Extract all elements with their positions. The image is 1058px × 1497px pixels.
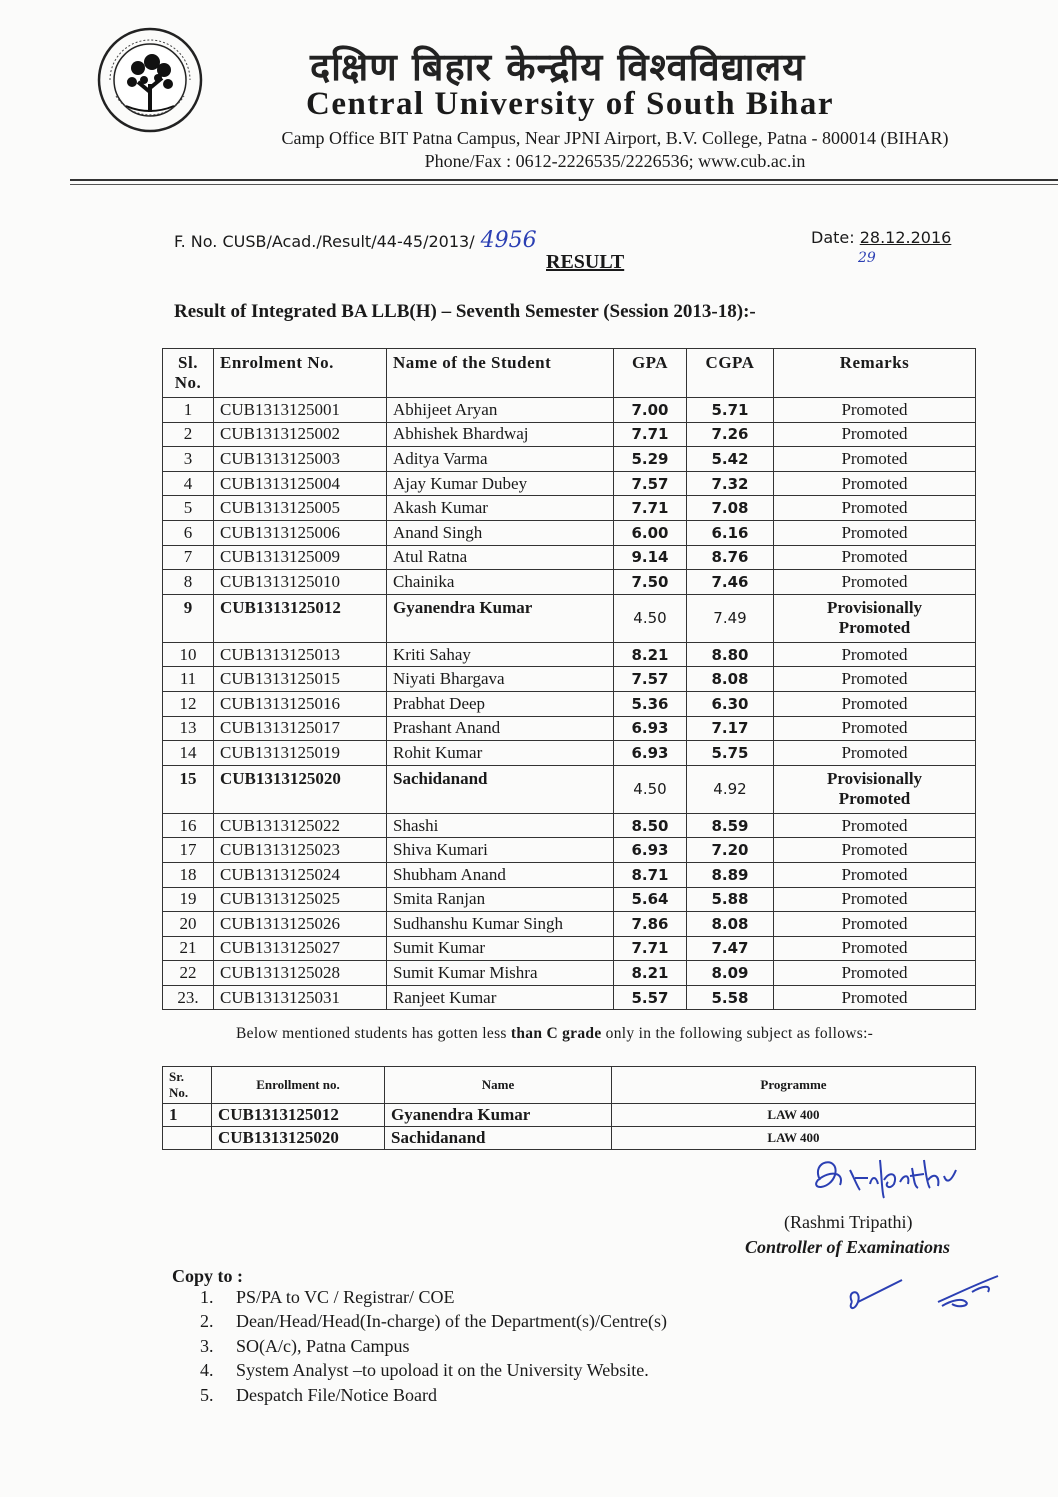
gpa-cell: 6.00 (614, 520, 687, 545)
enrolment-cell: CUB1313125016 (214, 691, 387, 716)
table-row (163, 862, 976, 887)
sr-cell (163, 1127, 212, 1150)
gpa-cell: 7.86 (614, 912, 687, 937)
table-row (163, 496, 976, 521)
list-item (200, 1385, 667, 1409)
enrolment-cell: CUB1313125023 (214, 838, 387, 863)
file-number-handwritten: 4956 (480, 228, 537, 253)
signatory-name: (Rashmi Tripathi) (784, 1212, 913, 1232)
enrolment-cell: CUB1313125009 (214, 545, 387, 570)
document-title: RESULT (546, 251, 625, 273)
remarks-cell: Promoted (774, 716, 976, 741)
cgpa-cell: 7.20 (687, 838, 774, 863)
student-name-cell: Abhishek Bhardwaj (387, 422, 614, 447)
gpa-cell: 7.57 (614, 471, 687, 496)
remarks-line2: Promoted (838, 789, 911, 809)
remarks-cell: Promoted (774, 862, 976, 887)
table-row (163, 912, 976, 937)
list-item (200, 1336, 667, 1360)
list-item (200, 1287, 667, 1311)
remarks-cell: Promoted (774, 642, 976, 667)
sl-cell: 7 (163, 545, 214, 570)
cgpa-cell: 4.92 (687, 765, 774, 813)
student-name-cell: Gyanendra Kumar (385, 1104, 612, 1127)
table-row (163, 691, 976, 716)
gpa-cell: 5.64 (614, 887, 687, 912)
sl-cell: 21 (163, 936, 214, 961)
list-item (200, 1311, 667, 1335)
university-name: Central University of South Bihar (306, 86, 834, 122)
sl-cell: 14 (163, 741, 214, 766)
table-row (163, 961, 976, 986)
remarks-cell: Promoted (774, 471, 976, 496)
enrolment-cell: CUB1313125020 (214, 765, 387, 813)
student-name-cell: Prabhat Deep (387, 691, 614, 716)
table-row (163, 447, 976, 472)
remarks-cell: Promoted (774, 545, 976, 570)
cgpa-cell: 7.08 (687, 496, 774, 521)
sl-cell: 8 (163, 570, 214, 595)
gpa-cell: 8.21 (614, 961, 687, 986)
remarks-cell: Promoted (774, 422, 976, 447)
sl-cell: 17 (163, 838, 214, 863)
list-text: Dean/Head/Head(In-charge) of the Department(s)/Centre(s) (236, 1311, 667, 1332)
remarks-cell: Promoted (774, 667, 976, 692)
enrolment-cell: CUB1313125028 (214, 961, 387, 986)
gpa-cell: 6.93 (614, 716, 687, 741)
sl-cell: 2 (163, 422, 214, 447)
enrolment-cell: CUB1313125010 (214, 570, 387, 595)
student-name-cell: Ajay Kumar Dubey (387, 471, 614, 496)
sl-cell: 19 (163, 887, 214, 912)
gpa-cell: 7.71 (614, 496, 687, 521)
sl-cell: 4 (163, 471, 214, 496)
student-name-cell: Aditya Varma (387, 447, 614, 472)
enrolment-cell: CUB1313125031 (214, 985, 387, 1010)
enrollment-cell: CUB1313125020 (212, 1127, 385, 1150)
enrolment-cell: CUB1313125003 (214, 447, 387, 472)
enrolment-cell: CUB1313125005 (214, 496, 387, 521)
list-number: 5. (200, 1384, 214, 1405)
list-number: 3. (200, 1335, 214, 1356)
student-name-cell: Sudhanshu Kumar Singh (387, 912, 614, 937)
enrolment-cell: CUB1313125025 (214, 887, 387, 912)
backlog-row (163, 1127, 976, 1150)
programme-cell: LAW 400 (612, 1104, 976, 1127)
sl-cell: 10 (163, 642, 214, 667)
student-name-cell: Anand Singh (387, 520, 614, 545)
backlog-row (163, 1104, 976, 1127)
student-name-cell: Akash Kumar (387, 496, 614, 521)
cgpa-cell: 7.49 (687, 594, 774, 642)
sl-cell: 16 (163, 813, 214, 838)
enrolment-cell: CUB1313125004 (214, 471, 387, 496)
student-name-cell: Sumit Kumar Mishra (387, 961, 614, 986)
cgpa-cell: 8.08 (687, 912, 774, 937)
result-subtitle: Result of Integrated BA LLB(H) – Seventh Semester (Session 2013-18):- (174, 301, 756, 322)
header-enrollment: Enrollment no. (212, 1067, 385, 1104)
cgpa-cell: 8.80 (687, 642, 774, 667)
table-row (163, 520, 976, 545)
gpa-cell: 9.14 (614, 545, 687, 570)
list-number: 2. (200, 1311, 214, 1332)
header-sr: Sr. No. (163, 1067, 212, 1104)
student-name-cell: Chainika (387, 570, 614, 595)
cgpa-cell: 5.75 (687, 741, 774, 766)
remarks-cell: Promoted (774, 496, 976, 521)
table-row (163, 642, 976, 667)
table-row (163, 887, 976, 912)
table-row (163, 936, 976, 961)
remarks-cell: Promoted (774, 838, 976, 863)
remarks-cell (774, 765, 976, 813)
sl-cell: 11 (163, 667, 214, 692)
header-enrolment: Enrolment No. (214, 349, 387, 398)
list-number: 4. (200, 1360, 214, 1381)
enrolment-cell: CUB1313125001 (214, 398, 387, 423)
cgpa-cell: 7.32 (687, 471, 774, 496)
table-row (163, 422, 976, 447)
enrollment-cell: CUB1313125012 (212, 1104, 385, 1127)
student-name-cell: Rohit Kumar (387, 741, 614, 766)
backlog-table (162, 1066, 976, 1150)
table-row (163, 813, 976, 838)
student-name-cell: Atul Ratna (387, 545, 614, 570)
university-seal-logo (96, 26, 204, 134)
gpa-cell: 7.50 (614, 570, 687, 595)
cgpa-cell: 5.58 (687, 985, 774, 1010)
below-note (236, 1025, 873, 1043)
university-name-hindi: दक्षिण बिहार केन्द्रीय विश्वविद्यालय (310, 45, 806, 89)
cgpa-cell: 8.59 (687, 813, 774, 838)
gpa-cell: 4.50 (614, 594, 687, 642)
programme-cell: LAW 400 (612, 1127, 976, 1150)
student-name-cell: Sachidanand (385, 1127, 612, 1150)
remarks-cell: Promoted (774, 570, 976, 595)
table-row (163, 716, 976, 741)
enrolment-cell: CUB1313125019 (214, 741, 387, 766)
gpa-cell: 5.29 (614, 447, 687, 472)
results-header-row (163, 349, 976, 398)
student-name-cell: Prashant Anand (387, 716, 614, 741)
sl-cell: 5 (163, 496, 214, 521)
enrolment-cell: CUB1313125026 (214, 912, 387, 937)
file-number (174, 228, 537, 253)
cgpa-cell: 8.89 (687, 862, 774, 887)
sl-cell: 9 (163, 594, 214, 642)
initials-mark (842, 1262, 1012, 1322)
cgpa-cell: 8.09 (687, 961, 774, 986)
enrolment-cell: CUB1313125017 (214, 716, 387, 741)
enrolment-cell: CUB1313125012 (214, 594, 387, 642)
table-row (163, 667, 976, 692)
cgpa-cell: 7.47 (687, 936, 774, 961)
student-name-cell: Sachidanand (387, 765, 614, 813)
below-note-bold: than C grade (510, 1025, 602, 1042)
sl-cell: 1 (163, 398, 214, 423)
enrolment-cell: CUB1313125013 (214, 642, 387, 667)
gpa-cell: 5.57 (614, 985, 687, 1010)
remarks-cell: Promoted (774, 520, 976, 545)
student-name-cell: Ranjeet Kumar (387, 985, 614, 1010)
sr-cell: 1 (163, 1104, 212, 1127)
enrolment-cell: CUB1313125006 (214, 520, 387, 545)
copy-to-label: Copy to : (172, 1266, 243, 1286)
cgpa-cell: 8.76 (687, 545, 774, 570)
student-name-cell: Gyanendra Kumar (387, 594, 614, 642)
gpa-cell: 7.71 (614, 936, 687, 961)
cgpa-cell: 5.88 (687, 887, 774, 912)
enrolment-cell: CUB1313125015 (214, 667, 387, 692)
remarks-cell: Promoted (774, 398, 976, 423)
cgpa-cell: 6.16 (687, 520, 774, 545)
sl-cell: 6 (163, 520, 214, 545)
list-number: 1. (200, 1287, 214, 1307)
header-sl: Sl. No. (163, 349, 214, 398)
cgpa-cell: 8.08 (687, 667, 774, 692)
gpa-cell: 6.93 (614, 838, 687, 863)
header-cgpa: CGPA (687, 349, 774, 398)
student-name-cell: Abhijeet Aryan (387, 398, 614, 423)
enrolment-cell: CUB1313125027 (214, 936, 387, 961)
cgpa-cell: 7.26 (687, 422, 774, 447)
gpa-cell: 8.71 (614, 862, 687, 887)
enrolment-cell: CUB1313125022 (214, 813, 387, 838)
sl-cell: 22 (163, 961, 214, 986)
enrolment-cell: CUB1313125024 (214, 862, 387, 887)
sl-cell: 12 (163, 691, 214, 716)
date-value: 28.12.2016 (859, 228, 952, 247)
remarks-cell: Promoted (774, 887, 976, 912)
remarks-line1: Provisionally (826, 598, 923, 618)
remarks-cell: Promoted (774, 691, 976, 716)
remarks-line1: Provisionally (826, 769, 923, 789)
table-row (163, 398, 976, 423)
student-name-cell: Shiva Kumari (387, 838, 614, 863)
cgpa-cell: 7.17 (687, 716, 774, 741)
results-table (162, 348, 976, 1010)
university-address: Camp Office BIT Patna Campus, Near JPNI Airport, B.V. College, Patna - 800014 (BIHAR) (281, 128, 949, 148)
sl-cell: 13 (163, 716, 214, 741)
student-name-cell: Sumit Kumar (387, 936, 614, 961)
remarks-cell: Promoted (774, 447, 976, 472)
remarks-cell: Promoted (774, 741, 976, 766)
list-item (200, 1360, 667, 1384)
header-rule-thin (70, 184, 1058, 185)
table-row (163, 985, 976, 1010)
student-name-cell: Shubham Anand (387, 862, 614, 887)
table-row (163, 741, 976, 766)
list-text: Despatch File/Notice Board (236, 1384, 437, 1405)
gpa-cell: 7.57 (614, 667, 687, 692)
remarks-cell: Promoted (774, 912, 976, 937)
student-name-cell: Smita Ranjan (387, 887, 614, 912)
student-name-cell: Shashi (387, 813, 614, 838)
gpa-cell: 5.36 (614, 691, 687, 716)
gpa-cell: 4.50 (614, 765, 687, 813)
table-row (163, 594, 976, 642)
gpa-cell: 7.71 (614, 422, 687, 447)
table-row (163, 545, 976, 570)
gpa-cell: 8.50 (614, 813, 687, 838)
header-remarks: Remarks (774, 349, 976, 398)
table-row (163, 765, 976, 813)
backlog-header-row (163, 1067, 976, 1104)
header-name: Name of the Student (387, 349, 614, 398)
date-handwritten: 29 (858, 250, 876, 266)
signature-image (800, 1150, 990, 1202)
enrolment-cell: CUB1313125002 (214, 422, 387, 447)
sl-cell: 3 (163, 447, 214, 472)
sl-cell: 23. (163, 985, 214, 1010)
cgpa-cell: 5.71 (687, 398, 774, 423)
list-text: PS/PA to VC / Registrar/ COE (236, 1287, 455, 1307)
cgpa-cell: 6.30 (687, 691, 774, 716)
sl-cell: 20 (163, 912, 214, 937)
date-label: Date: (811, 228, 860, 247)
gpa-cell: 7.00 (614, 398, 687, 423)
list-text: SO(A/c), Patna Campus (236, 1335, 410, 1356)
cgpa-cell: 7.46 (687, 570, 774, 595)
below-note-tail: only in the following subject as follows:- (601, 1025, 874, 1042)
header-student-name: Name (385, 1067, 612, 1104)
remarks-cell: Promoted (774, 961, 976, 986)
remarks-line2: Promoted (838, 618, 911, 638)
header-programme: Programme (612, 1067, 976, 1104)
remarks-cell: Promoted (774, 936, 976, 961)
document-date (811, 228, 951, 247)
remarks-cell: Promoted (774, 813, 976, 838)
file-number-text: F. No. CUSB/Acad./Result/44-45/2013/ (174, 232, 475, 251)
copy-to-list (200, 1287, 667, 1409)
cgpa-cell: 5.42 (687, 447, 774, 472)
remarks-cell: Promoted (774, 985, 976, 1010)
gpa-cell: 8.21 (614, 642, 687, 667)
student-name-cell: Niyati Bhargava (387, 667, 614, 692)
signatory-designation: Controller of Examinations (745, 1237, 951, 1257)
list-text: System Analyst –to upoload it on the University Website. (236, 1360, 649, 1381)
remarks-cell (774, 594, 976, 642)
sl-cell: 18 (163, 862, 214, 887)
table-row (163, 838, 976, 863)
header-rule (70, 179, 1058, 181)
below-note-text: Below mentioned students has gotten less (236, 1025, 511, 1042)
sl-cell: 15 (163, 765, 214, 813)
header-gpa: GPA (614, 349, 687, 398)
university-contact: Phone/Fax : 0612-2226535/2226536; www.cub.ac.in (424, 151, 806, 171)
gpa-cell: 6.93 (614, 741, 687, 766)
student-name-cell: Kriti Sahay (387, 642, 614, 667)
table-row (163, 471, 976, 496)
table-row (163, 570, 976, 595)
